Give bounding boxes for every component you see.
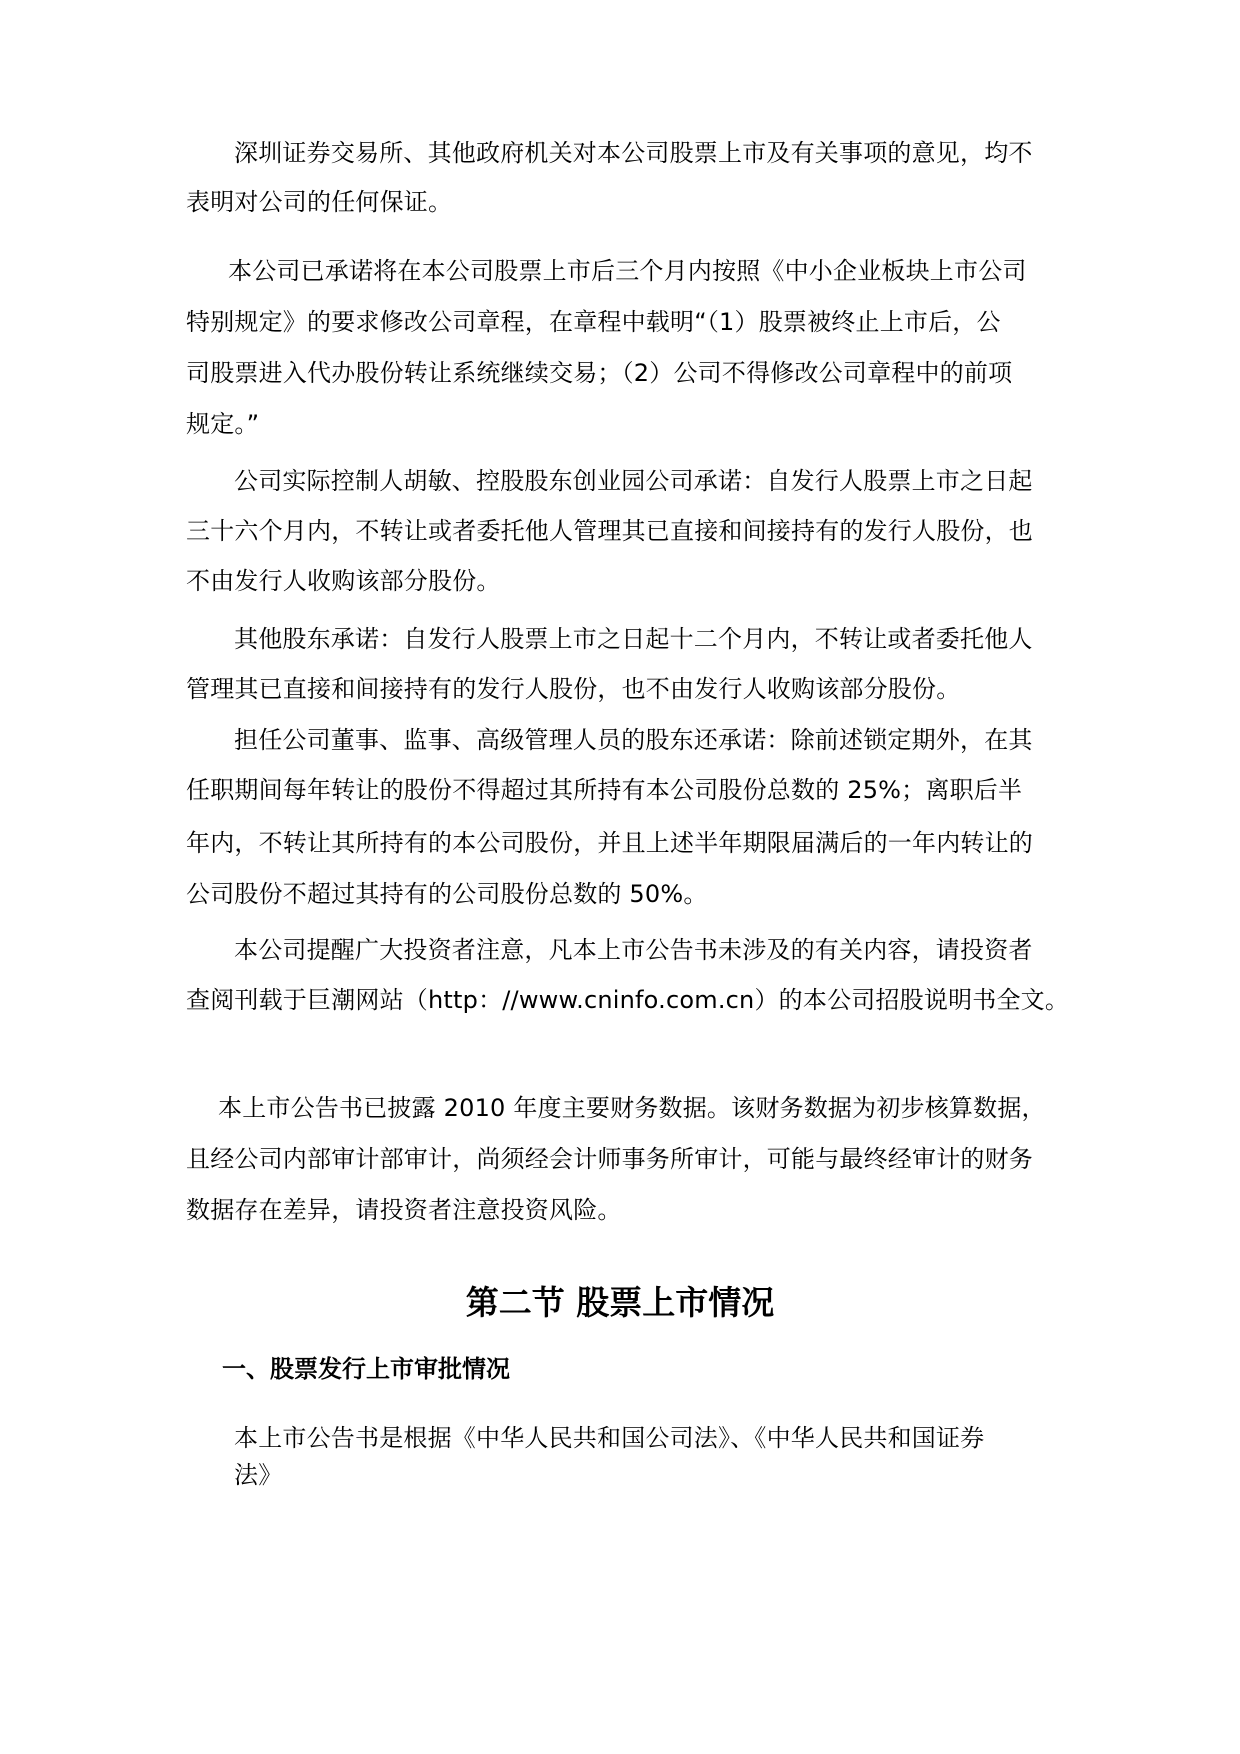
paragraph-2-line-3: 司股票进入代办股份转让系统继续交易；（2）公司不得修改公司章程中的前项 — [186, 359, 1013, 387]
paragraph-7-line-2: 且经公司内部审计部审计，尚须经会计师事务所审计，可能与最终经审计的财务 — [186, 1145, 1033, 1173]
paragraph-6-line-1: 本公司提醒广大投资者注意，凡本上市公告书未涉及的有关内容，请投资者 — [234, 936, 1033, 964]
paragraph-3-line-1: 公司实际控制人胡敏、控股股东创业园公司承诺：自发行人股票上市之日起 — [234, 467, 1033, 495]
paragraph-7-line-1: 本上市公告书已披露 2010 年度主要财务数据。该财务数据为初步核算数据， — [218, 1094, 1046, 1122]
paragraph-5-line-4: 公司股份不超过其持有的公司股份总数的 50%。 — [186, 880, 708, 908]
paragraph-2-line-4: 规定。” — [186, 410, 260, 438]
section-subheading: 一、股票发行上市审批情况 — [222, 1355, 510, 1383]
section-title: 第二节 股票上市情况 — [465, 1283, 775, 1322]
section-line-1: 本上市公告书是根据《中华人民共和国公司法》、《中华人民共和国证券 — [234, 1424, 985, 1452]
paragraph-7-line-3: 数据存在差异，请投资者注意投资风险。 — [186, 1196, 622, 1224]
paragraph-2-line-1: 本公司已承诺将在本公司股票上市后三个月内按照《中小企业板块上市公司 — [228, 257, 1027, 285]
paragraph-6-line-2: 查阅刊载于巨潮网站（http：//www.cninfo.com.cn）的本公司招股说明书全文。 — [186, 986, 1070, 1014]
paragraph-5-line-3: 年内，不转让其所持有的本公司股份，并且上述半年期限届满后的一年内转让的 — [186, 829, 1033, 857]
paragraph-3-line-3: 不由发行人收购该部分股份。 — [186, 567, 501, 595]
paragraph-5-line-2: 任职期间每年转让的股份不得超过其所持有本公司股份总数的 25%；离职后半 — [186, 776, 1023, 804]
section-line-2: 法》 — [234, 1461, 283, 1489]
paragraph-5-line-1: 担任公司董事、监事、高级管理人员的股东还承诺：除前述锁定期外，在其 — [234, 726, 1033, 754]
paragraph-1-line-1: 深圳证券交易所、其他政府机关对本公司股票上市及有关事项的意见，均不 — [234, 139, 1033, 167]
paragraph-4-line-2: 管理其已直接和间接持有的发行人股份，也不由发行人收购该部分股份。 — [186, 675, 961, 703]
paragraph-3-line-2: 三十六个月内，不转让或者委托他人管理其已直接和间接持有的发行人股份，也 — [186, 517, 1033, 545]
paragraph-4-line-1: 其他股东承诺：自发行人股票上市之日起十二个月内，不转让或者委托他人 — [234, 625, 1033, 653]
paragraph-2-line-2: 特别规定》的要求修改公司章程，在章程中载明“（1）股票被终止上市后，公 — [186, 308, 1001, 336]
paragraph-1-line-2: 表明对公司的任何保证。 — [186, 188, 453, 216]
